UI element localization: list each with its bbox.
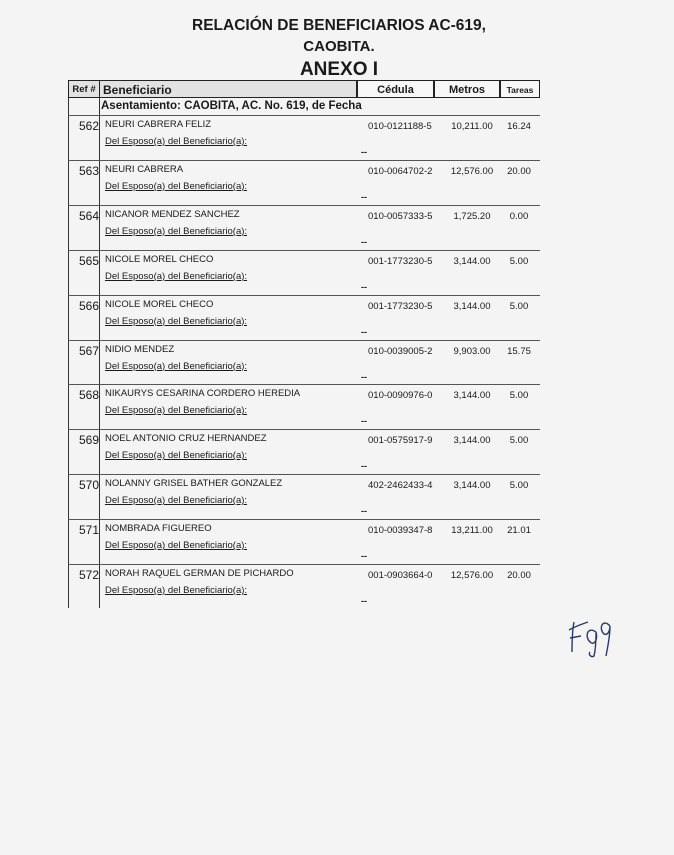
beneficiary-name: NICOLE MOREL CHECO	[105, 298, 214, 310]
document-title: RELACIÓN DE BENEFICIARIOS AC-619,	[192, 17, 486, 34]
table-row	[68, 295, 540, 339]
annex-title: ANEXO I	[299, 59, 379, 80]
header-tareas: Tareas	[500, 80, 540, 98]
beneficiary-name: NIKAURYS CESARINA CORDERO HEREDIA	[105, 388, 301, 400]
spouse-value: --	[361, 191, 367, 202]
row-separator	[68, 384, 540, 385]
row-separator	[68, 250, 540, 251]
beneficiary-name: NOMBRADA FIGUEREO	[105, 523, 212, 535]
row-separator	[68, 115, 540, 116]
table-row	[68, 384, 540, 428]
spouse-value: --	[361, 281, 367, 292]
metros-value: 12,576.00	[450, 570, 494, 581]
row-ref: 564	[78, 208, 99, 223]
metros-value: 10,211.00	[451, 121, 493, 132]
cedula-value: 010-0057333-5	[368, 210, 433, 222]
tareas-value: 5.00	[509, 300, 529, 312]
spouse-value: --	[361, 596, 367, 606]
tareas-value: 0.00	[509, 210, 529, 222]
header-beneficiario: Beneficiario	[99, 80, 357, 98]
cedula-value: 402-2462433-4	[368, 480, 433, 492]
tareas-value: 20.00	[507, 570, 531, 581]
header-cedula: Cédula	[357, 80, 434, 98]
metros-value: 3,144.00	[453, 390, 491, 402]
table-row	[68, 340, 540, 384]
cedula-value: 001-1773230-5	[368, 300, 433, 312]
metros-value: 13,211.00	[451, 525, 493, 537]
row-ref: 572	[78, 568, 99, 582]
beneficiaries-table	[68, 80, 540, 608]
spouse-label: Del Esposo(a) del Beneficiario(a):	[105, 360, 248, 372]
cedula-value: 010-0121188-5	[368, 121, 432, 132]
row-separator	[68, 429, 540, 430]
cedula-value: 001-0903664-0	[368, 570, 433, 581]
cedula-value: 010-0064702-2	[368, 165, 433, 177]
table-row	[68, 160, 540, 204]
row-separator	[68, 205, 540, 206]
tareas-value: 5.00	[509, 255, 529, 267]
beneficiary-name: NIDIO MENDEZ	[105, 343, 175, 355]
beneficiary-name: NEURI CABRERA FELIZ	[105, 119, 212, 130]
cedula-value: 010-0039347-8	[368, 525, 433, 537]
tareas-value: 15.75	[507, 345, 531, 357]
table-row	[68, 519, 540, 563]
spouse-label: Del Esposo(a) del Beneficiario(a):	[105, 495, 248, 507]
spouse-value: --	[361, 371, 367, 382]
row-ref: 565	[78, 253, 99, 268]
row-separator	[68, 160, 540, 161]
metros-value: 3,144.00	[453, 480, 491, 492]
header-metros: Metros	[434, 80, 500, 98]
spouse-value: --	[361, 147, 367, 157]
metros-value: 3,144.00	[453, 435, 491, 447]
tareas-value: 20.00	[507, 165, 531, 177]
row-ref: 568	[78, 388, 99, 403]
table-row	[68, 115, 540, 159]
spouse-value: --	[361, 461, 367, 472]
row-separator	[68, 295, 540, 296]
beneficiary-name: NEURI CABRERA	[105, 163, 184, 175]
spouse-label: Del Esposo(a) del Beneficiario(a):	[105, 450, 248, 462]
row-separator	[68, 340, 540, 341]
row-ref: 566	[78, 298, 99, 313]
metros-value: 9,903.00	[453, 345, 491, 357]
tareas-value: 21.01	[507, 525, 531, 537]
table-row	[68, 564, 540, 608]
table-row	[68, 250, 540, 294]
spouse-label: Del Esposo(a) del Beneficiario(a):	[105, 180, 248, 192]
spouse-label: Del Esposo(a) del Beneficiario(a):	[105, 270, 248, 282]
beneficiary-name: NOLANNY GRISEL BATHER GONZALEZ	[105, 478, 283, 490]
row-ref: 562	[78, 119, 99, 133]
cedula-value: 001-1773230-5	[368, 255, 433, 267]
row-separator	[68, 474, 540, 475]
spouse-label: Del Esposo(a) del Beneficiario(a):	[105, 585, 248, 596]
row-ref: 569	[78, 433, 99, 448]
tareas-value: 5.00	[509, 390, 529, 402]
metros-value: 1,725.20	[453, 210, 491, 222]
document-subtitle: CAOBITA.	[303, 38, 375, 55]
cedula-value: 010-0039005-2	[368, 345, 433, 357]
spouse-label: Del Esposo(a) del Beneficiario(a):	[105, 540, 248, 552]
signature-initials	[566, 612, 616, 660]
beneficiary-name: NICANOR MENDEZ SANCHEZ	[105, 208, 240, 220]
table-row	[68, 474, 540, 518]
spouse-value: --	[361, 236, 367, 247]
header-ref: Ref #	[68, 80, 100, 98]
spouse-value: --	[361, 326, 367, 337]
metros-value: 12,576.00	[450, 165, 494, 177]
table-row	[68, 205, 540, 249]
metros-value: 3,144.00	[453, 255, 491, 267]
row-ref: 563	[78, 163, 99, 178]
row-ref: 570	[78, 478, 99, 493]
asentamiento-label: Asentamiento: CAOBITA, AC. No. 619, de Fecha	[101, 100, 362, 112]
beneficiary-name: NORAH RAQUEL GERMAN DE PICHARDO	[105, 568, 294, 579]
row-separator	[68, 519, 540, 520]
spouse-label: Del Esposo(a) del Beneficiario(a):	[105, 136, 248, 147]
tareas-value: 5.00	[509, 480, 529, 492]
table-row	[68, 429, 540, 473]
cedula-value: 010-0090976-0	[368, 390, 433, 402]
row-ref: 571	[78, 523, 99, 538]
spouse-value: --	[361, 551, 367, 562]
beneficiary-name: NOEL ANTONIO CRUZ HERNANDEZ	[105, 433, 267, 445]
spouse-label: Del Esposo(a) del Beneficiario(a):	[105, 225, 248, 237]
row-ref: 567	[78, 343, 99, 358]
beneficiary-name: NICOLE MOREL CHECO	[105, 253, 214, 265]
metros-value: 3,144.00	[453, 300, 491, 312]
spouse-label: Del Esposo(a) del Beneficiario(a):	[105, 315, 248, 327]
tareas-value: 16.24	[507, 121, 531, 132]
row-separator	[68, 564, 540, 565]
tareas-value: 5.00	[509, 435, 529, 447]
spouse-value: --	[361, 506, 367, 517]
spouse-value: --	[361, 416, 367, 427]
cedula-value: 001-0575917-9	[368, 435, 433, 447]
spouse-label: Del Esposo(a) del Beneficiario(a):	[105, 405, 248, 417]
